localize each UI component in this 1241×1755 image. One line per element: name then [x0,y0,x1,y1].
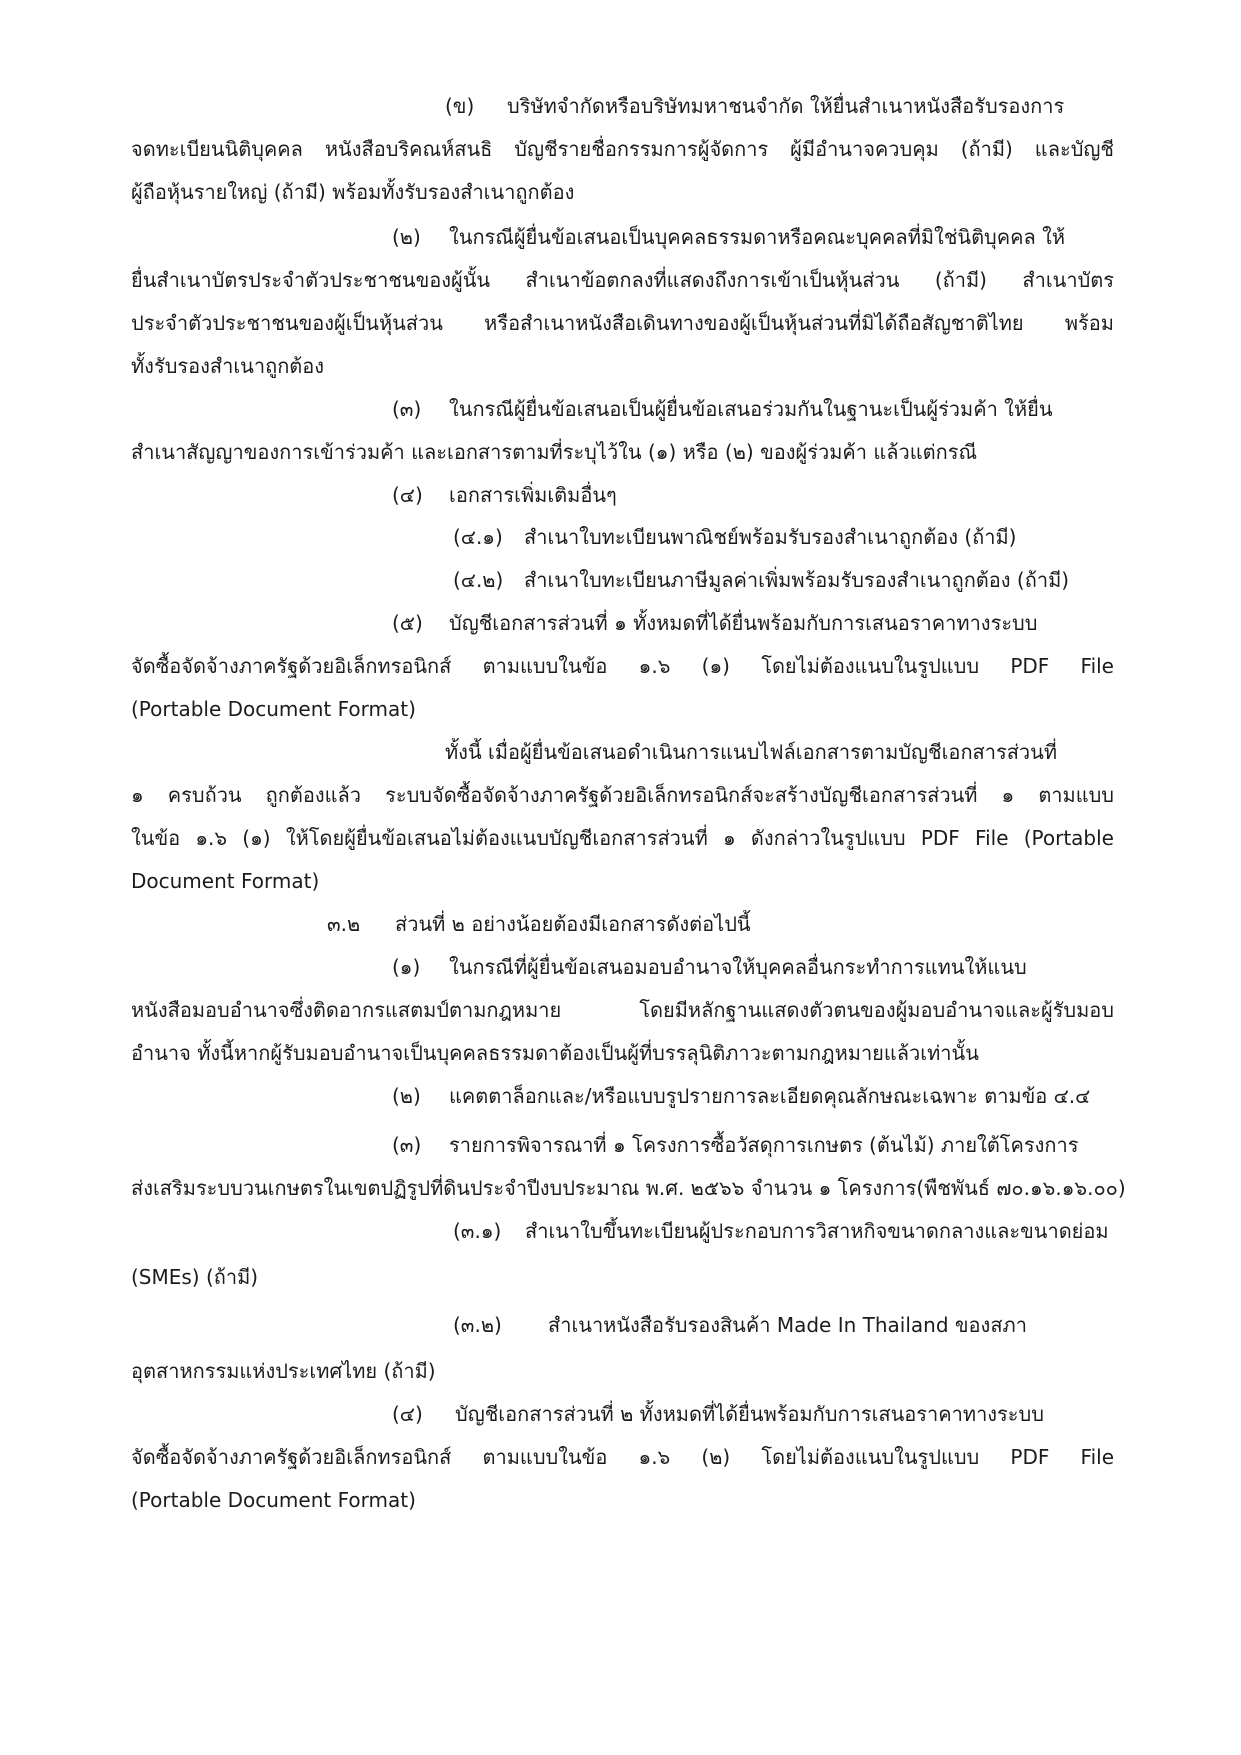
item-5-line-2: จัดซื้อจัดจ้างภาครัฐด้วยอิเล็กทรอนิกส์ ตามแบบในข้อ ๑.๖ (๑) โดยไม่ต้องแนบในรูปแบบ PDF File [131,654,1114,678]
s2-item-2-marker: (๒) [392,1084,421,1108]
s2-item-4-marker: (๔) [392,1402,423,1426]
s2-item-2-line [392,1081,1090,1111]
item-4-text: เอกสารเพิ่มเติมอื่นๆ [449,483,617,507]
item-5-line-1 [392,608,1037,638]
s2-item-3-1-line-1 [453,1216,1109,1246]
s2-item-2-text: แคตตาล็อกและ/หรือแบบรูปรายการละเอียดคุณลักษณะเฉพาะ ตามข้อ ๔.๔ [449,1084,1091,1108]
para-b-marker: (ข) [445,94,475,118]
item-2-line-3: ประจำตัวประชาชนของผู้เป็นหุ้นส่วน หรือสำเนาหนังสือเดินทางของผู้เป็นหุ้นส่วนที่มิได้ถือสัญชาติไทย พร้อม [131,311,1114,335]
para-b-line-2: จดทะเบียนนิติบุคคล หนังสือบริคณห์สนธิ บัญชีรายชื่อกรรมการผู้จัดการ ผู้มีอำนาจควบคุม (ถ้ามี) และบัญชี [131,137,1114,161]
s2-item-1-line-1 [392,952,1027,982]
s2-item-3-marker: (๓) [392,1133,422,1157]
item-3-text: ในกรณีผู้ยื่นข้อเสนอเป็นผู้ยื่นข้อเสนอร่วมกันในฐานะเป็นผู้ร่วมค้า ให้ยื่น [449,397,1053,421]
item-4-1-marker: (๔.๑) [453,525,503,549]
section-3-2-marker: ๓.๒ [327,912,361,936]
item-2-line-2: ยื่นสำเนาบัตรประจำตัวประชาชนของผู้นั้น สำเนาข้อตกลงที่แสดงถึงการเข้าเป็นหุ้นส่วน (ถ้ามี) สำเนาบัตร [131,268,1114,292]
s2-item-3-1-marker: (๓.๑) [453,1219,502,1243]
s2-item-3-line-1 [392,1130,1079,1160]
item-2-text: ในกรณีผู้ยื่นข้อเสนอเป็นบุคคลธรรมดาหรือคณะบุคคลที่มิใช่นิติบุคคล ให้ [449,225,1066,249]
section-3-2-heading [327,909,751,939]
s2-item-4-line-3: (Portable Document Format) [131,1488,416,1512]
item-4-marker: (๔) [392,483,423,507]
s2-item-3-1-line-2: (SMEs) (ถ้ามี) [131,1265,259,1289]
s2-item-3-2-marker: (๓.๒) [453,1313,502,1337]
s2-item-1-text: ในกรณีที่ผู้ยื่นข้อเสนอมอบอำนาจให้บุคคลอื่นกระทำการแทนให้แนบ [449,955,1027,979]
s2-item-1-line-3: อำนาจ ทั้งนี้หากผู้รับมอบอำนาจเป็นบุคคลธรรมดาต้องเป็นผู้ที่บรรลุนิติภาวะตามกฎหมายแล้วเท่านั้น [131,1041,979,1065]
section-3-2-title: ส่วนที่ ๒ อย่างน้อยต้องมีเอกสารดังต่อไปนี้ [395,912,751,936]
item-4-2-text: สำเนาใบทะเบียนภาษีมูลค่าเพิ่มพร้อมรับรองสำเนาถูกต้อง (ถ้ามี) [524,568,1070,592]
s2-item-3-2-line-2: อุตสาหกรรมแห่งประเทศไทย (ถ้ามี) [131,1359,436,1383]
para-b-line-3: ผู้ถือหุ้นรายใหญ่ (ถ้ามี) พร้อมทั้งรับรองสำเนาถูกต้อง [131,180,575,204]
item-5-text: บัญชีเอกสารส่วนที่ ๑ ทั้งหมดที่ได้ยื่นพร้อมกับการเสนอราคาทางระบบ [449,611,1038,635]
s2-item-4-text: บัญชีเอกสารส่วนที่ ๒ ทั้งหมดที่ได้ยื่นพร้อมกับการเสนอราคาทางระบบ [455,1402,1044,1426]
item-4-2-marker: (๔.๒) [453,568,504,592]
s2-item-4-line-1 [392,1399,1044,1429]
item-3-line-1 [392,394,1053,424]
s2-item-3-text: รายการพิจารณาที่ ๑ โครงการซื้อวัสดุการเกษตร (ต้นไม้) ภายใต้โครงการ [449,1133,1079,1157]
note-1-line-2: ๑ ครบถ้วน ถูกต้องแล้ว ระบบจัดซื้อจัดจ้างภาครัฐด้วยอิเล็กทรอนิกส์จะสร้างบัญชีเอกสารส่วนที่ ๑ ตามแบบ [131,783,1114,807]
item-4-1-line [453,522,1016,552]
item-3-line-2: สำเนาสัญญาของการเข้าร่วมค้า และเอกสารตามที่ระบุไว้ใน (๑) หรือ (๒) ของผู้ร่วมค้า แล้วแต่กรณี [131,440,978,464]
note-1-line-1: ทั้งนี้ เมื่อผู้ยื่นข้อเสนอดำเนินการแนบไฟล์เอกสารตามบัญชีเอกสารส่วนที่ [445,740,1058,764]
note-1-line-3: ในข้อ ๑.๖ (๑) ให้โดยผู้ยื่นข้อเสนอไม่ต้องแนบบัญชีเอกสารส่วนที่ ๑ ดังกล่าวในรูปแบบ PDF File (Portable [131,826,1114,850]
item-4-1-text: สำเนาใบทะเบียนพาณิชย์พร้อมรับรองสำเนาถูกต้อง (ถ้ามี) [524,525,1017,549]
item-5-line-3: (Portable Document Format) [131,697,416,721]
item-2-marker: (๒) [392,225,421,249]
s2-item-1-line-2: หนังสือมอบอำนาจซึ่งติดอากรแสตมป์ตามกฎหมาย โดยมีหลักฐานแสดงตัวตนของผู้มอบอำนาจและผู้รับมอบ [131,998,1114,1022]
s2-item-4-line-2: จัดซื้อจัดจ้างภาครัฐด้วยอิเล็กทรอนิกส์ ตามแบบในข้อ ๑.๖ (๒) โดยไม่ต้องแนบในรูปแบบ PDF File [131,1445,1114,1469]
item-4-line [392,480,617,510]
s2-item-3-2-line-1 [453,1310,1027,1340]
item-5-marker: (๕) [392,611,423,635]
item-3-marker: (๓) [392,397,422,421]
s2-item-3-line-2: ส่งเสริมระบบวนเกษตรในเขตปฏิรูปที่ดินประจำปีงบประมาณ พ.ศ. ๒๕๖๖ จำนวน ๑ โครงการ(พืชพันธ์ ๗๐.๑๖.๑๖.๐๐) [131,1176,1126,1200]
s2-item-3-1-text: สำเนาใบขึ้นทะเบียนผู้ประกอบการวิสาหกิจขนาดกลางและขนาดย่อม [525,1219,1109,1243]
para-b-text: บริษัทจำกัดหรือบริษัทมหาชนจำกัด ให้ยื่นสำเนาหนังสือรับรองการ [507,94,1065,118]
note-1-line-4: Document Format) [131,869,320,893]
para-b-line-1 [445,91,1064,121]
item-2-line-1 [392,222,1065,252]
s2-item-3-2-text: สำเนาหนังสือรับรองสินค้า Made In Thailand ของสภา [548,1313,1027,1337]
s2-item-1-marker: (๑) [392,955,421,979]
item-4-2-line [453,565,1069,595]
item-2-line-4: ทั้งรับรองสำเนาถูกต้อง [131,354,325,378]
